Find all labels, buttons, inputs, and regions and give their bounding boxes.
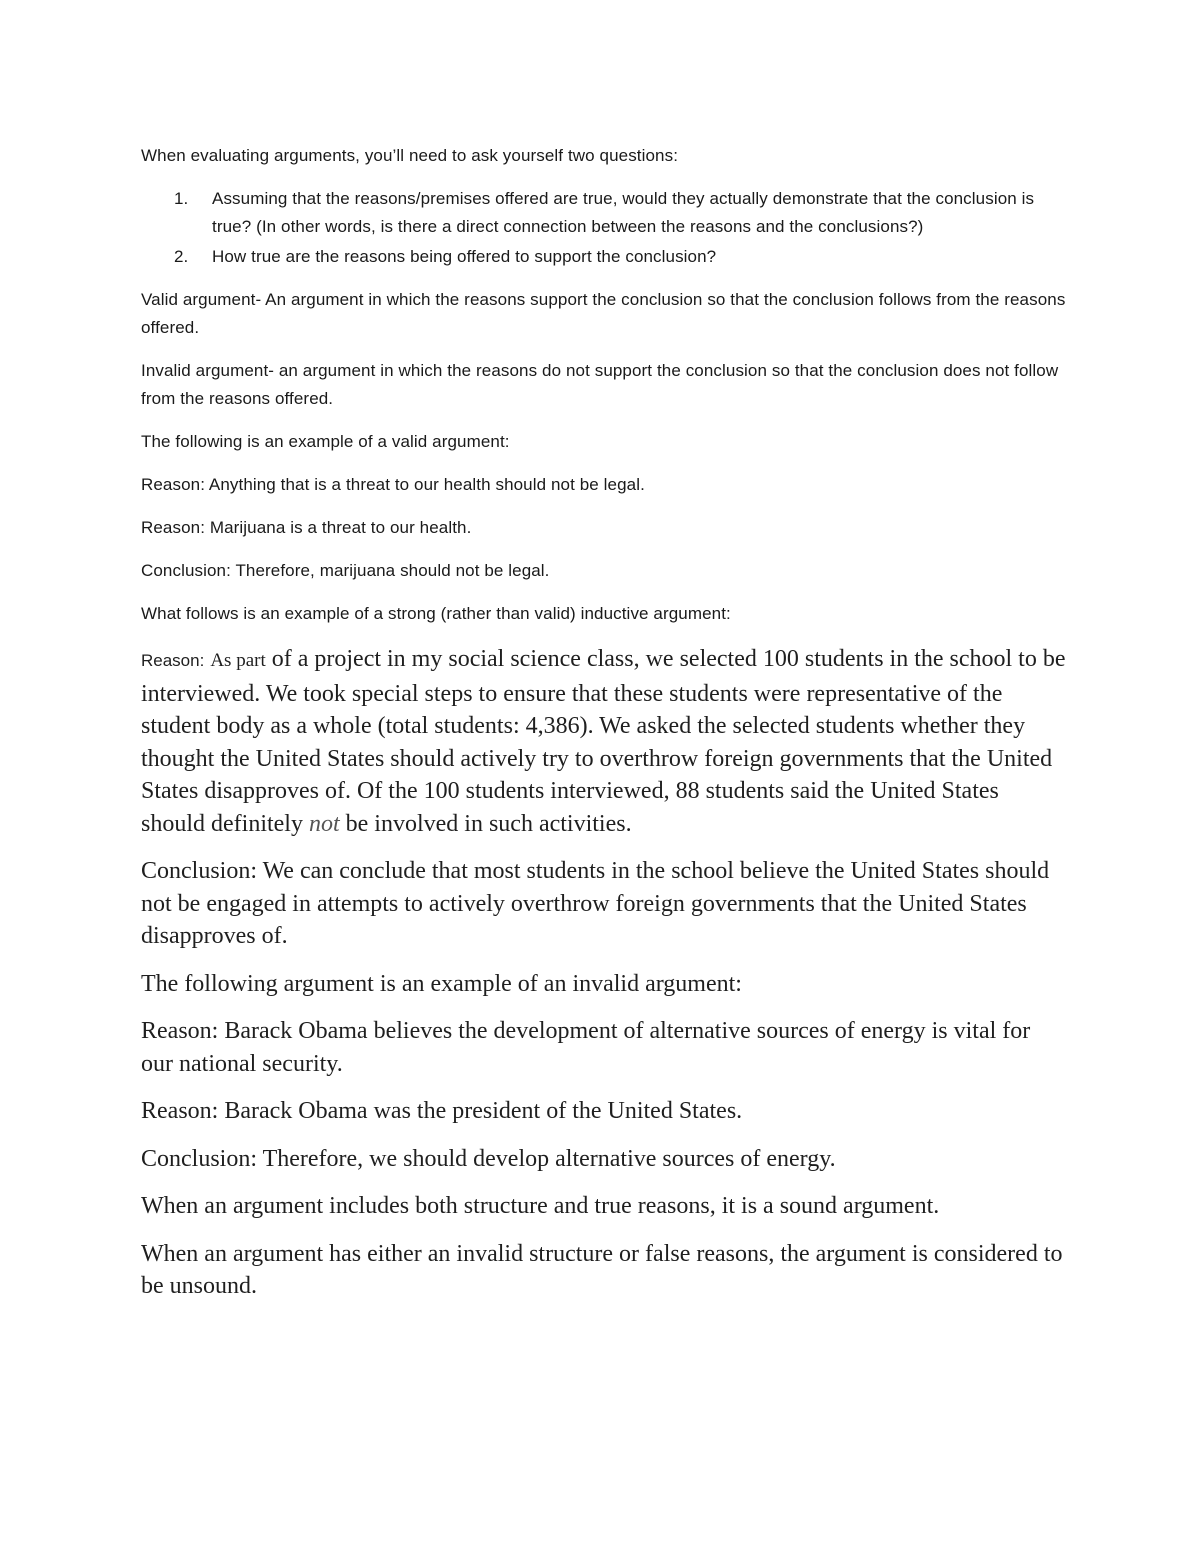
valid-example-reason-2: Reason: Marijuana is a threat to our health. <box>141 518 472 537</box>
list-item-text: Assuming that the reasons/premises offered are true, would they actually demonstrate that the conclusion is true? (In other words, is there a direct connection between the reasons and the conclusions?) <box>212 189 1035 236</box>
inductive-example-conclusion: Conclusion: We can conclude that most students in the school believe the United States should not be engaged in attempts to actively overthrow foreign governments that the United States disapproves of. <box>141 858 1050 949</box>
valid-definition: Valid argument- An argument in which the reasons support the conclusion so that the conclusion follows from the reasons offered. <box>141 290 1066 337</box>
reason-emphasis-not: not <box>308 810 340 837</box>
document-page <box>141 142 1066 1318</box>
invalid-example-heading: The following argument is an example of an invalid argument: <box>141 970 742 997</box>
reason-text-before: of a project in my social science class, we selected 100 students in the school to be interviewed. We took special steps to ensure that these students were representative of the student body as a whole (total students: 4,386). We asked the selected students whether they thought the United States should actively try to overthrow foreign governments that the United States disapproves of. Of the 100 students interviewed, 88 students said the United States should definitely <box>141 646 1066 837</box>
list-item <box>141 185 1066 241</box>
invalid-example-reason-2: Reason: Barack Obama was the president of the United States. <box>141 1098 743 1124</box>
invalid-example-conclusion: Conclusion: Therefore, we should develop alternative sources of energy. <box>141 1145 836 1172</box>
valid-example-heading: The following is an example of a valid argument: <box>141 432 510 451</box>
valid-example-reason-1: Reason: Anything that is a threat to our health should not be legal. <box>141 475 645 494</box>
list-item <box>141 243 1066 271</box>
intro-text: When evaluating arguments, you’ll need to ask yourself two questions: <box>141 146 679 165</box>
invalid-definition: Invalid argument- an argument in which the reasons do not support the conclusion so that the conclusion does not follow from the reasons offered. <box>141 361 1059 408</box>
list-number: 2. <box>174 247 189 266</box>
inductive-example-heading: What follows is an example of a strong (rather than valid) inductive argument: <box>141 604 731 623</box>
reason-text-after: be involved in such activities. <box>345 810 632 837</box>
list-item-text: How true are the reasons being offered to support the conclusion? <box>212 247 717 266</box>
valid-example-conclusion: Conclusion: Therefore, marijuana should not be legal. <box>141 561 550 580</box>
invalid-example-reason-1: Reason: Barack Obama believes the development of alternative sources of energy is vital for our national security. <box>141 1018 1031 1077</box>
sound-argument-text: When an argument includes both structure and true reasons, it is a sound argument. <box>141 1193 940 1219</box>
unsound-argument-text: When an argument has either an invalid structure or false reasons, the argument is considered to be unsound. <box>141 1240 1063 1299</box>
inductive-example-reason <box>141 643 1066 840</box>
questions-list <box>141 185 1066 271</box>
reason-label: Reason: <box>141 651 205 670</box>
list-number: 1. <box>174 189 189 208</box>
reason-as-part: As part <box>210 650 266 671</box>
